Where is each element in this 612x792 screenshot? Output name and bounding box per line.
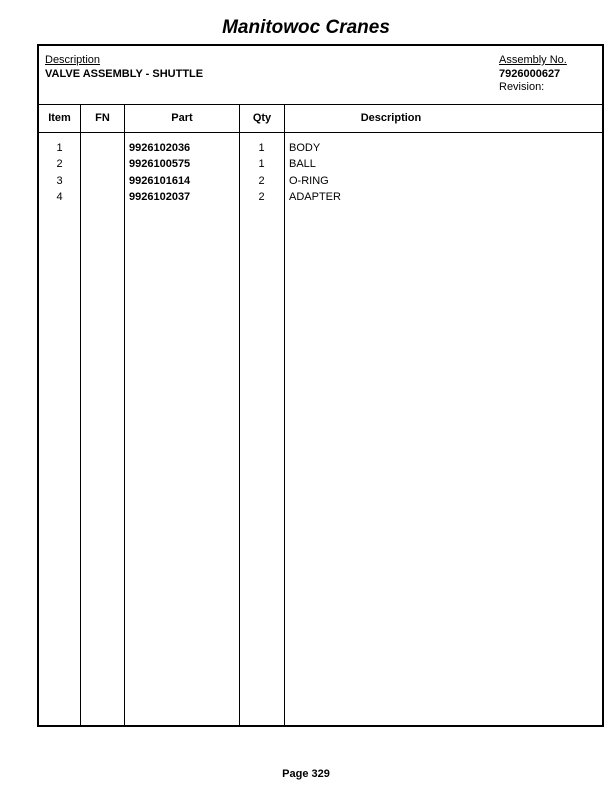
item-number: 2 <box>56 158 63 171</box>
column-header-part: Part <box>171 112 193 124</box>
assembly-label: Assembly No. <box>499 54 567 66</box>
item-number: 1 <box>56 142 63 154</box>
part-number: 9926100575 <box>129 158 191 171</box>
parts-sheet <box>37 44 604 727</box>
parts-list <box>39 140 602 206</box>
brand-title: Manitowoc Cranes <box>222 17 390 38</box>
part-description: ADAPTER <box>289 191 341 204</box>
part-description: BALL <box>289 158 316 171</box>
revision-label: Revision: <box>499 81 545 93</box>
column-header-description: Description <box>360 112 422 124</box>
assembly-header <box>39 46 602 105</box>
quantity: 2 <box>258 191 265 204</box>
part-description: BODY <box>289 142 321 154</box>
part-number: 9926102036 <box>129 142 191 154</box>
description-value: VALVE ASSEMBLY - SHUTTLE <box>45 68 204 80</box>
part-number: 9926102037 <box>129 191 191 204</box>
table-row <box>39 156 602 172</box>
quantity: 2 <box>258 174 265 187</box>
table-row <box>39 140 602 156</box>
column-header-qty: Qty <box>252 112 272 124</box>
page-number: Page 329 <box>282 768 330 780</box>
column-header-fn: FN <box>95 112 110 124</box>
item-number: 3 <box>56 174 63 187</box>
quantity: 1 <box>258 142 265 154</box>
column-header-item: Item <box>48 112 71 124</box>
item-number: 4 <box>56 191 63 204</box>
table-row <box>39 189 602 205</box>
quantity: 1 <box>258 158 265 171</box>
part-number: 9926101614 <box>129 174 191 187</box>
assembly-value: 7926000627 <box>499 68 561 80</box>
description-label: Description <box>45 54 101 66</box>
table-row <box>39 173 602 189</box>
part-description: O-RING <box>289 174 329 187</box>
